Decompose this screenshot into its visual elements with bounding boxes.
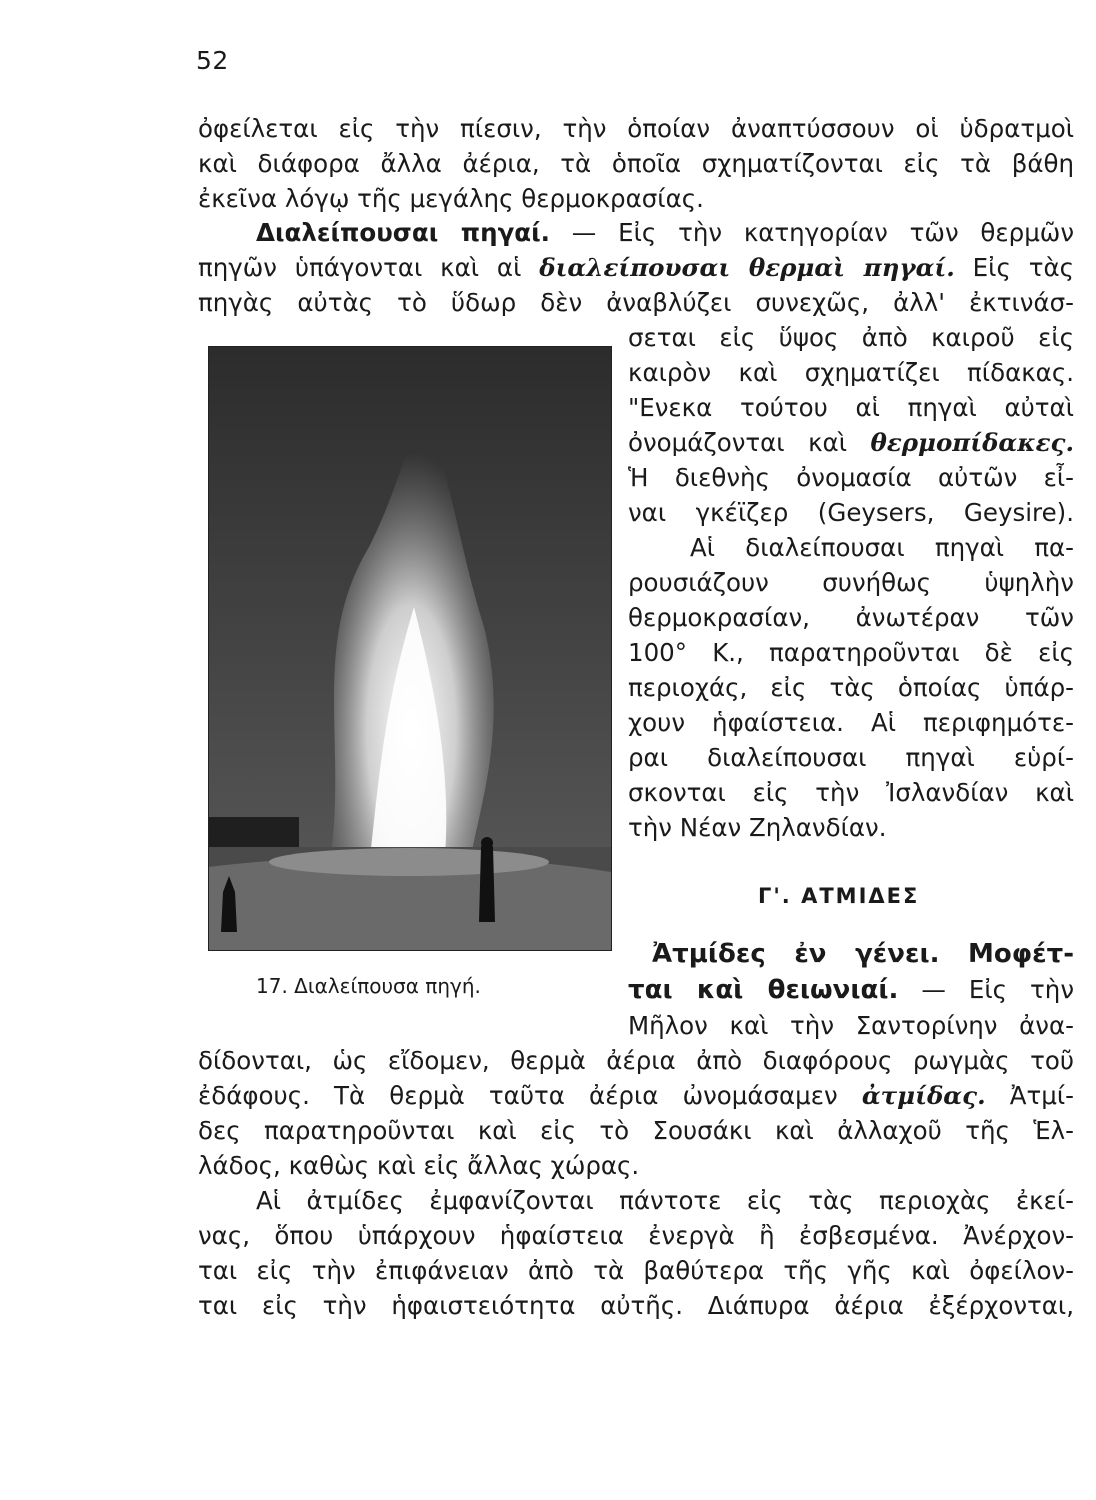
text-line: περιοχάς, εἰς τὰς ὁποίας ὑπάρ- (628, 673, 1074, 702)
text-line: σεται εἰς ὕψος ἀπὸ καιροῦ εἰς (628, 323, 1074, 352)
text-line: χουν ἡφαίστεια. Αἱ περιφημότε- (628, 708, 1074, 737)
text-line: Ἡ διεθνὴς ὀνομασία αὐτῶν εἶ- (628, 463, 1074, 492)
text-line: Αἱ διαλείπουσαι πηγαὶ πα- (690, 533, 1074, 562)
text-line: ὀφείλεται εἰς τὴν πίεσιν, τὴν ὁποίαν ἀναπτύσσουν οἱ ὑδρατμοὶ (198, 114, 1074, 143)
text-line: ται εἰς τὴν ἡφαιστειότητα αὐτῆς. Διάπυρα ἀέρια ἐξέρχονται, (198, 1291, 1074, 1320)
text-line: λάδος, καθὼς καὶ εἰς ἄλλας χώρας. (198, 1151, 640, 1180)
text-line: πηγὰς αὐτὰς τὸ ὕδωρ δὲν ἀναβλύζει συνεχῶς, ἀλλ' ἐκτινάσ- (198, 288, 1074, 317)
paragraph-heading-line (256, 217, 1074, 249)
text-line: καὶ διάφορα ἄλλα ἀέρια, τὰ ὁποῖα σχηματίζονται εἰς τὰ βάθη (198, 149, 1074, 178)
text-line: σκονται εἰς τὴν Ἰσλανδίαν καὶ (628, 778, 1074, 807)
text-line: 100° Κ., παρατηροῦνται δὲ εἰς (628, 638, 1074, 667)
text-line: ραι διαλείπουσαι πηγαὶ εὑρί- (628, 743, 1074, 772)
text-span: πηγῶν ὑπάγονται καὶ αἱ (198, 253, 540, 282)
emphasized-term: θερμοπίδακες. (870, 428, 1074, 457)
figure-caption: 17. Διαλείπουσα πηγή. (256, 974, 481, 998)
text-span: ὀνομάζονται καὶ (628, 428, 871, 457)
text-line (198, 1080, 1074, 1112)
geyser-photo (208, 346, 612, 951)
emphasized-term: ἀτμίδας. (861, 1081, 986, 1110)
text-line: νας, ὅπου ὑπάρχουν ἡφαίστεια ἐνεργὰ ἢ ἐσβεσμένα. Ἀνέρχον- (198, 1221, 1074, 1250)
paragraph-heading-line (652, 938, 1074, 970)
text-line: ἐκεῖνα λόγῳ τῆς μεγάλης θερμοκρασίας. (198, 184, 704, 213)
text-line: Αἱ ἀτμίδες ἐμφανίζονται πάντοτε εἰς τὰς περιοχὰς ἐκεί- (256, 1186, 1074, 1215)
text-line: τὴν Νέαν Ζηλανδίαν. (628, 813, 887, 842)
text-line: θερμοκρασίαν, ἀνωτέραν τῶν (628, 603, 1074, 632)
text-span: Ἀτμί- (985, 1081, 1074, 1110)
paragraph-heading: ται καὶ θειωνιαί. (628, 975, 899, 1005)
text-span: Εἰς τὰς (954, 253, 1074, 282)
emphasized-term: διαλείπουσαι θερμαὶ πηγαί. (539, 253, 955, 282)
paragraph-heading-line (628, 974, 1074, 1006)
text-line: δες παρατηροῦνται καὶ εἰς τὸ Σουσάκι καὶ ἀλλαχοῦ τῆς Ἑλ- (198, 1116, 1074, 1145)
text-span: — Εἰς τὴν κατηγορίαν τῶν θερμῶν (550, 218, 1075, 247)
text-line: καιρὸν καὶ σχηματίζει πίδακας. (628, 358, 1074, 387)
text-line (628, 427, 1074, 459)
text-line: δίδονται, ὡς εἴδομεν, θερμὰ ἀέρια ἀπὸ διαφόρους ρωγμὰς τοῦ (198, 1046, 1074, 1075)
text-line: ται εἰς τὴν ἐπιφάνειαν ἀπὸ τὰ βαθύτερα τῆς γῆς καὶ ὀφείλον- (198, 1256, 1074, 1285)
text-span: ἐδάφους. Τὰ θερμὰ ταῦτα ἀέρια ὠνομάσαμεν (198, 1081, 862, 1110)
paragraph-heading: Διαλείπουσαι πηγαί. (256, 218, 550, 247)
paragraph-heading: Ἀτμίδες ἐν γένει. Μοφέτ- (652, 939, 1074, 969)
text-line: "Ενεκα τούτου αἱ πηγαὶ αὐταὶ (628, 393, 1074, 422)
text-line (198, 252, 1074, 284)
text-line: Μῆλον καὶ τὴν Σαντορίνην ἀνα- (628, 1011, 1074, 1040)
text-line: ρουσιάζουν συνήθως ὑψηλὴν (628, 568, 1074, 597)
text-line: ναι γκέϊζερ (Geysers, Geysire). (628, 498, 1074, 527)
geyser-illustration (209, 347, 611, 950)
section-heading: Γ'. ΑΤΜΙΔΕΣ (758, 884, 920, 908)
page-number: 52 (196, 46, 229, 75)
text-span: — Εἰς τὴν (898, 975, 1074, 1004)
